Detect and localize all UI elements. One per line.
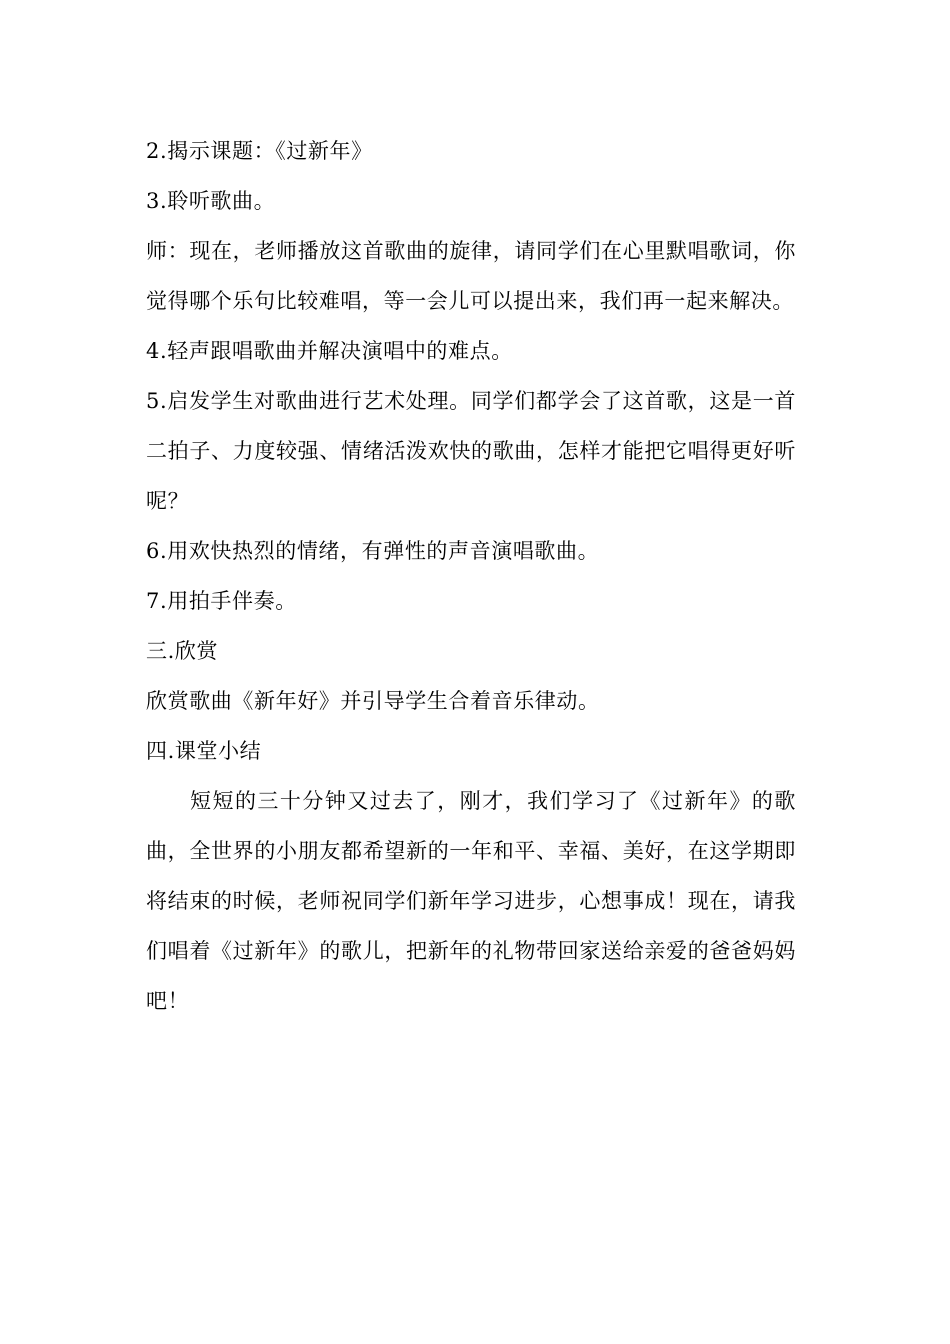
paragraph-clap-accompaniment: 7.用拍手伴奏。 [146,589,297,613]
section-heading-summary: 四.课堂小结 [146,739,262,763]
paragraph-appreciate-song: 欣赏歌曲《新年好》并引导学生合着音乐律动。 [146,689,600,713]
paragraph-reveal-topic: 2.揭示课题：《过新年》 [146,139,373,163]
section-heading-appreciation: 三.欣赏 [146,639,219,663]
paragraph-listen-song: 3.聆听歌曲。 [146,189,276,213]
paragraph-sing-along: 4.轻声跟唱歌曲并解决演唱中的难点。 [146,339,513,363]
paragraph-teacher-instruction: 师：现在，老师播放这首歌曲的旋律，请同学们在心里默唱歌词，你觉得哪个乐句比较难唱，等一会儿可以提出来，我们再一起来解决。 [146,239,796,313]
paragraph-summary-body: 短短的三十分钟又过去了，刚才，我们学习了《过新年》的歌曲，全世界的小朋友都希望新的一年和平、幸福、美好，在这学期即将结束的时候，老师祝同学们新年学习进步，心想事成！现在，请我们唱着《过新年》的歌儿，把新年的礼物带回家送给亲爱的爸爸妈妈吧！ [146,789,796,1013]
document-page [146,126,796,1026]
paragraph-perform-song: 6.用欢快热烈的情绪，有弹性的声音演唱歌曲。 [146,539,600,563]
paragraph-artistic-treatment: 5.启发学生对歌曲进行艺术处理。同学们都学会了这首歌，这是一首二拍子、力度较强、情绪活泼欢快的歌曲，怎样才能把它唱得更好听呢？ [146,389,796,513]
